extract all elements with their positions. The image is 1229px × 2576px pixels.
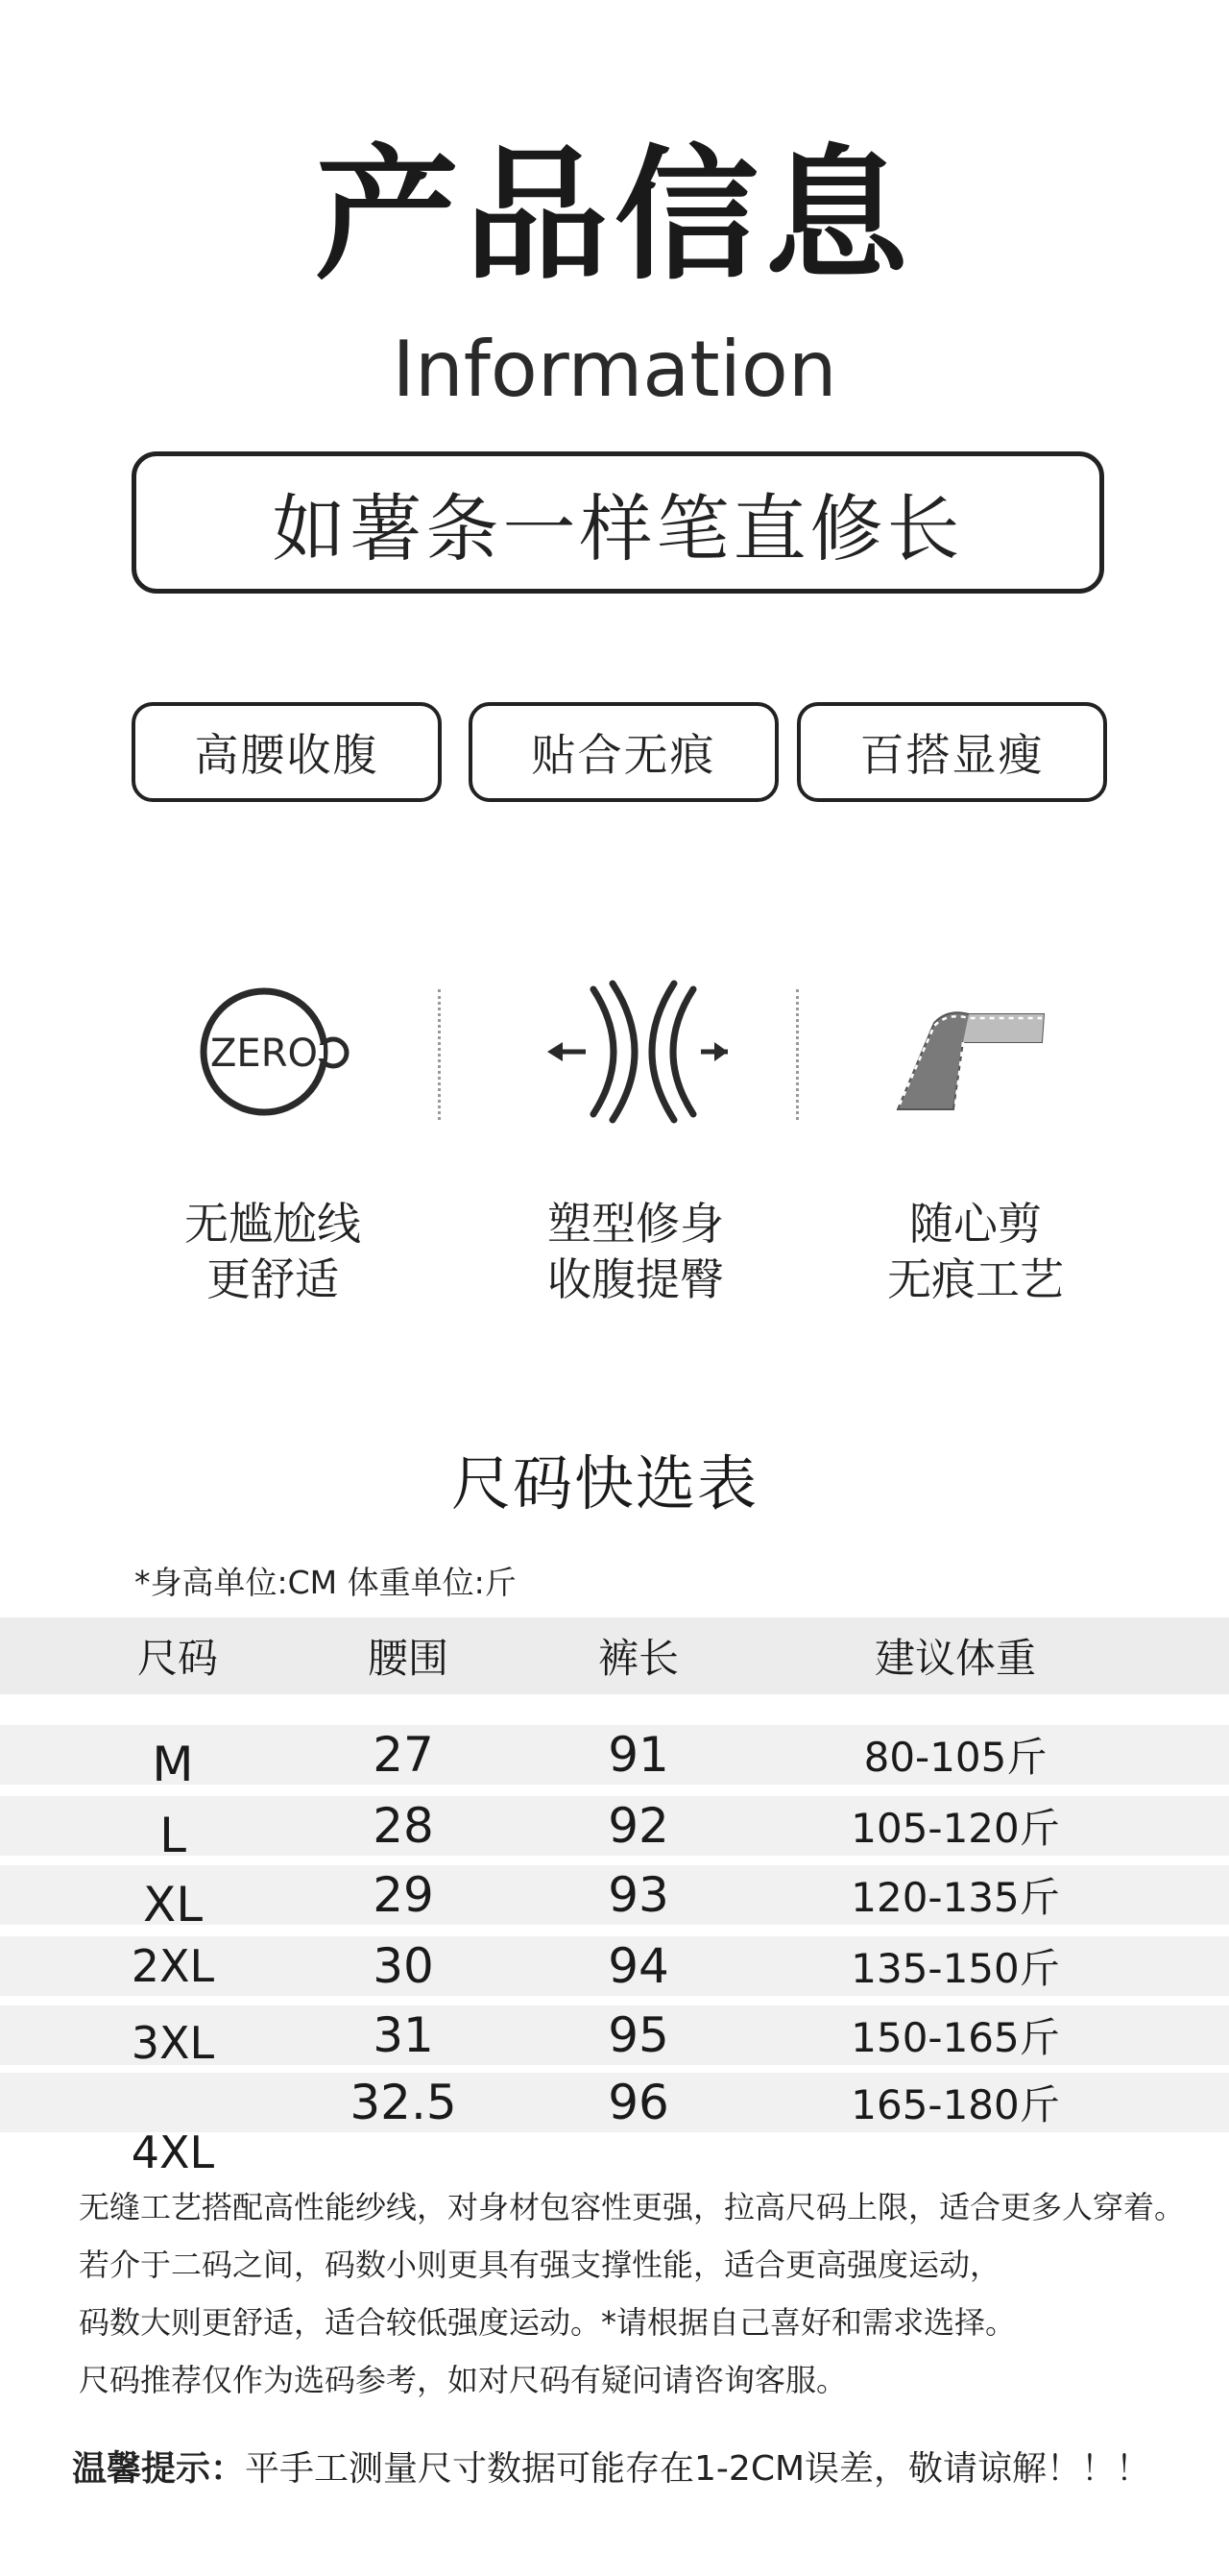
cell-waist: 28 [373, 1798, 434, 1854]
zero-icon-text: ZERO [210, 1032, 318, 1076]
cell-waist: 32.5 [349, 2075, 457, 2130]
cell-length: 96 [608, 2075, 669, 2130]
cell-size: L [159, 1808, 186, 1863]
tag-label: 百搭显瘦 [859, 729, 1045, 781]
feature-line: 塑型修身 [547, 1198, 724, 1250]
feature-line: 随心剪 [909, 1198, 1042, 1250]
unit-note: *身高单位:CM 体重单位:斤 [134, 1564, 517, 1601]
size-notes [79, 2178, 1221, 2409]
cut-fabric-icon [888, 970, 1080, 1133]
cell-size: M [152, 1737, 194, 1792]
note-line: 若介于二码之间，码数小则更具有强支撑性能，适合更高强度运动， [79, 2247, 1001, 2283]
cell-waist: 27 [373, 1727, 434, 1783]
warm-tip [72, 2442, 1150, 2491]
note-line: 尺码推荐仅作为选码参考，如对尺码有疑问请咨询客服。 [79, 2362, 848, 2398]
table-row [0, 1796, 1229, 1863]
cell-length: 91 [608, 1727, 669, 1783]
slogan-box [132, 451, 1104, 594]
tag-seamless [469, 702, 779, 802]
table-row [0, 2073, 1229, 2178]
table-row [0, 1936, 1229, 1996]
tag-label: 贴合无痕 [531, 729, 716, 781]
page-subtitle: Information [392, 325, 837, 414]
table-header [0, 1617, 1229, 1694]
tag-label: 高腰收腹 [194, 729, 379, 781]
cell-length: 95 [608, 2007, 669, 2063]
table-row [0, 2005, 1229, 2069]
header-size: 尺码 [136, 1635, 218, 1682]
tip-text: 平手工测量尺寸数据可能存在1-2CM误差，敬请谅解！！！ [245, 2449, 1151, 2489]
tip-label: 温馨提示： [72, 2449, 246, 2489]
cell-weight: 165-180斤 [851, 2081, 1060, 2128]
slogan-text: 如薯条一样笔直修长 [272, 485, 964, 571]
cell-weight: 135-150斤 [851, 1945, 1060, 1992]
feature-text [822, 1196, 1129, 1307]
feature-text [482, 1196, 789, 1307]
cell-weight: 105-120斤 [851, 1805, 1060, 1852]
feature-divider [796, 989, 799, 1120]
cell-weight: 150-165斤 [851, 2014, 1060, 2061]
cell-length: 92 [608, 1798, 669, 1854]
feature-line: 更舒适 [206, 1253, 339, 1305]
cell-waist: 29 [373, 1867, 434, 1923]
size-chart-title: 尺码快选表 [450, 1448, 759, 1519]
feature-divider [438, 989, 441, 1120]
zero-seam-icon [178, 970, 370, 1133]
cell-size: 3XL [131, 2017, 215, 2069]
cell-weight: 120-135斤 [851, 1874, 1060, 1921]
note-line: 无缝工艺搭配高性能纱线，对身材包容性更强，拉高尺码上限，适合更多人穿着。 [79, 2189, 1186, 2225]
cell-waist: 30 [373, 1938, 434, 1994]
cell-size: 2XL [131, 1940, 215, 1992]
cell-length: 94 [608, 1938, 669, 1994]
header-length: 裤长 [597, 1635, 679, 1682]
table-row [0, 1725, 1229, 1792]
page-title: 产品信息 [314, 133, 914, 300]
tag-high-waist [132, 702, 442, 802]
feature-line: 无痕工艺 [887, 1253, 1064, 1305]
cell-weight: 80-105斤 [863, 1734, 1048, 1781]
feature-line: 无尴尬线 [184, 1198, 361, 1250]
feature-line: 收腹提臀 [547, 1253, 724, 1305]
table-row [0, 1865, 1229, 1932]
cell-size: XL [142, 1877, 204, 1932]
cell-waist: 31 [373, 2007, 434, 2063]
cell-length: 93 [608, 1867, 669, 1923]
shaping-arrows-icon [538, 970, 730, 1133]
header-weight: 建议体重 [874, 1635, 1036, 1682]
feature-text [119, 1196, 426, 1307]
cell-size: 4XL [131, 2126, 215, 2178]
tag-slimming [797, 702, 1107, 802]
header-waist: 腰围 [367, 1635, 448, 1682]
note-line: 码数大则更舒适，适合较低强度运动。*请根据自己喜好和需求选择。 [79, 2304, 1017, 2341]
